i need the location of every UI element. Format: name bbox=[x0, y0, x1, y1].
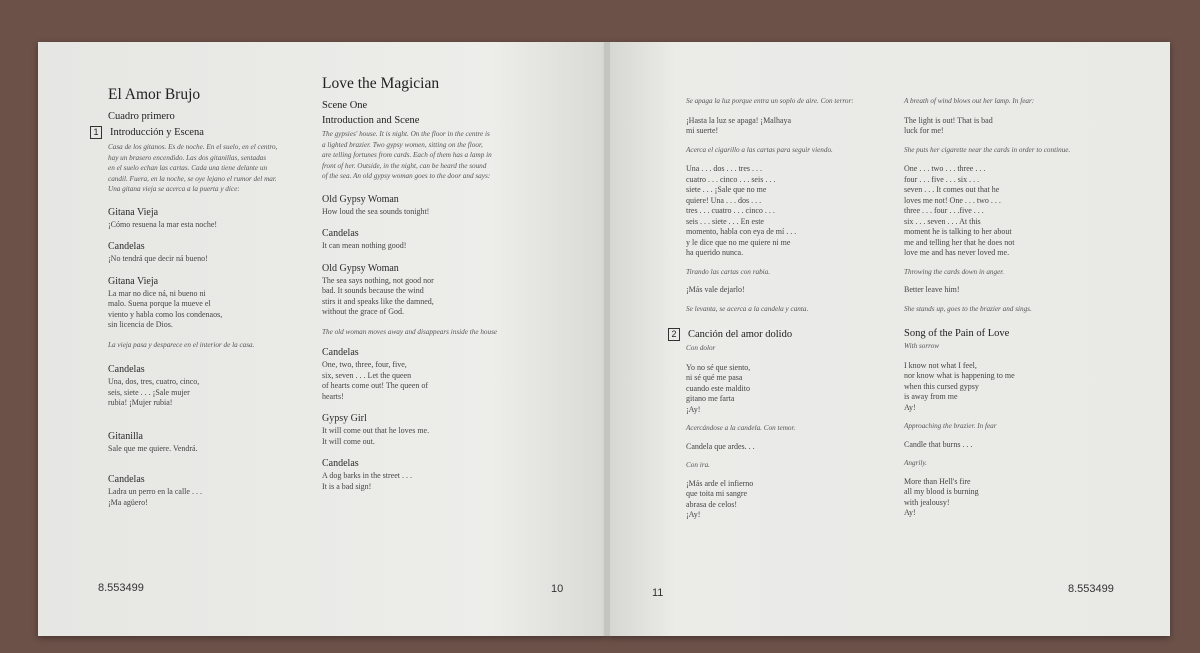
speaker-name: Gypsy Girl bbox=[322, 413, 367, 424]
lyric-text: One, two, three, four, five, six, seven . . . Let the queen of hearts come out! The queen of hearts! bbox=[322, 360, 429, 401]
speaker-name: Candelas bbox=[108, 364, 145, 375]
english-block-6 bbox=[322, 458, 542, 492]
speaker-name: Gitana Vieja bbox=[108, 275, 159, 287]
lyric-text: A dog barks in the street . . . It is a bad sign! bbox=[322, 471, 412, 491]
speaker-name: Gitana Vieja bbox=[108, 206, 159, 218]
booklet-spine bbox=[604, 42, 610, 636]
stage-direction: Se levanta, se acerca a la candela y canta. bbox=[686, 304, 809, 313]
spanish-title: El Amor Brujo bbox=[108, 86, 201, 103]
lyric-text: ¡Más arde el infierno que toita mi sangre abrasa de celos! ¡Ay! bbox=[686, 478, 754, 519]
lyric-text: I know not what I feel, nor know what is happening to me when this cursed gypsy is away from me Ay! bbox=[904, 360, 1015, 412]
english-stage-direction-2: The old woman moves away and disappears inside the house bbox=[322, 327, 498, 336]
stage-direction: She stands up, goes to the brazier and sings. bbox=[904, 304, 1032, 313]
stage-direction: Con dolor bbox=[686, 344, 716, 352]
speaker-name: Candelas bbox=[108, 474, 145, 485]
lyric-text: The light is out! That is bad luck for me! bbox=[904, 115, 993, 135]
spanish-section-title: Introducción y Escena bbox=[110, 127, 204, 138]
english-block-5 bbox=[322, 413, 542, 447]
lyric-text: Better leave him! bbox=[904, 285, 960, 294]
lyric-text: More than Hell's fire all my blood is burning with jealousy! Ay! bbox=[904, 476, 979, 517]
left-english-column bbox=[322, 75, 542, 492]
right-english-column bbox=[904, 96, 1114, 519]
lyric-text: La mar no dice ná, ni bueno ni malo. Suena porque la mueve el viento y habla como los condenaos, sin licencia de Dios. bbox=[108, 288, 223, 329]
stage-direction: Se apaga la luz porque entra un soplo de aire. Con terror: bbox=[686, 97, 854, 105]
lyric-text: Candle that burns . . . bbox=[904, 439, 973, 449]
english-section-title: Introduction and Scene bbox=[322, 115, 420, 126]
stage-direction: Angrily. bbox=[904, 459, 927, 467]
spanish-section-heading bbox=[90, 126, 308, 139]
speaker-name: Gitanilla bbox=[108, 430, 143, 442]
speaker-name: Candelas bbox=[108, 241, 145, 252]
spanish-block-1 bbox=[108, 207, 308, 231]
lyric-text: Sale que me quiere. Vendrá. bbox=[108, 443, 198, 453]
catalog-number-left: 8.553499 bbox=[98, 582, 144, 594]
spanish-song-title: Canción del amor dolido bbox=[688, 329, 793, 340]
spanish-song-heading bbox=[668, 328, 886, 341]
english-song-title: Song of the Pain of Love bbox=[904, 328, 1010, 339]
track-number-box: 1 bbox=[90, 126, 102, 139]
speaker-name: Old Gypsy Woman bbox=[322, 193, 399, 205]
spanish-block-3 bbox=[108, 276, 308, 331]
stage-direction: With sorrow bbox=[904, 342, 940, 350]
speaker-name: Candelas bbox=[322, 347, 359, 358]
lyric-text: Ladra un perro en la calle . . . ¡Ma agüero! bbox=[108, 487, 202, 507]
stage-direction: Acercándose a la candela. Con temor. bbox=[686, 424, 796, 432]
speaker-name: Candelas bbox=[322, 458, 359, 469]
lyric-text: It can mean nothing good! bbox=[322, 241, 407, 250]
lyric-text: ¡Más vale dejarlo! bbox=[686, 285, 745, 294]
spanish-stage-direction: Casa de los gitanos. Es de noche. En el suelo, en el centro, hay un brasero encendido. Las dos gitanillas, sentadas en el suelo echan las cartas. Cada una tiene delante un candil. Fuera, en la noche, se oye lejano el rumor del mar. Una gitana vieja se acerca a la puerta y dice: bbox=[108, 143, 278, 193]
lyric-text: ¡No tendrá que decir ná bueno! bbox=[108, 254, 208, 263]
stage-direction: Throwing the cards down in anger. bbox=[904, 267, 1005, 276]
stage-direction: Con ira. bbox=[686, 461, 710, 469]
lyric-text: It will come out that he loves me. It will come out. bbox=[322, 426, 430, 446]
stage-direction: She puts her cigarette near the cards in order to continue. bbox=[904, 145, 1071, 154]
stage-direction: Tirando las cartas con rabia. bbox=[686, 267, 771, 276]
catalog-number-right: 8.553499 bbox=[1068, 583, 1114, 595]
lyric-text: How loud the sea sounds tonight! bbox=[322, 206, 430, 216]
lyric-text: ¡Cómo resuena la mar esta noche! bbox=[108, 219, 218, 229]
lyric-text: One . . . two . . . three . . . four . . . five . . . six . . . seven . . . It comes out that he loves me not! One . . . two . . . three . . . four . . .five . . . six . . . seven . . . At this moment he is talking to her about me and telling her that he does not love me and has never loved me. bbox=[904, 164, 1015, 257]
lyric-text: Una, dos, tres, cuatro, cinco, seis, siete . . . ¡Sale mujer rubia! ¡Mujer rubia! bbox=[108, 377, 200, 407]
spanish-block-5 bbox=[108, 431, 308, 455]
english-block-1 bbox=[322, 194, 542, 218]
spanish-stage-direction-2: La vieja pasa y desparece en el interior de la casa. bbox=[108, 340, 255, 349]
english-title: Love the Magician bbox=[322, 75, 440, 92]
spanish-block-6 bbox=[108, 474, 308, 508]
right-spanish-column bbox=[671, 96, 886, 521]
spanish-scene: Cuadro primero bbox=[108, 111, 175, 122]
left-spanish-column bbox=[93, 86, 308, 508]
lyric-text: Una . . . dos . . . tres . . . cuatro . . . cinco . . . seis . . . siete . . . ¡Sale que no me quiere! Una . . . dos . . . tres . . . cuatro . . . cinco . . . seis . . . siete . . . En este momento, habla con eya de mí . . . y le dice que no me quiere ni me ha querido nunca. bbox=[686, 164, 797, 257]
spanish-block-4 bbox=[108, 364, 308, 409]
english-block-3 bbox=[322, 263, 542, 318]
stage-direction: A breath of wind blows out her lamp. In fear: bbox=[904, 97, 1035, 105]
lyric-text: Candela que ardes. . . bbox=[686, 441, 755, 451]
speaker-name: Old Gypsy Woman bbox=[322, 262, 399, 274]
page-number-left: 10 bbox=[551, 583, 564, 595]
lyric-text: Yo no sé que siento, ni sé qué me pasa cuando este maldito gitano me farta ¡Ay! bbox=[686, 362, 751, 414]
speaker-name: Candelas bbox=[322, 228, 359, 239]
english-stage-direction: The gypsies' house. It is night. On the floor in the centre is a lighted brazier. Two gypsy women, sitting on the floor, are telling fortunes from cards. Each of them has a lamp in front of her. Outside, in the night, can be heard the sound of the sea. An old gypsy woman goes to the door and says: bbox=[322, 130, 492, 180]
english-block-4 bbox=[322, 347, 542, 402]
spanish-block-2 bbox=[108, 241, 308, 265]
track-number-box: 2 bbox=[668, 328, 680, 341]
lyric-text: ¡Hasta la luz se apaga! ¡Malhaya mi suerte! bbox=[686, 115, 792, 135]
stage-direction: Acerca el cigarillo a las cartas para seguir viendo. bbox=[686, 145, 833, 154]
stage-direction: Approaching the brazier. In fear bbox=[904, 422, 997, 430]
lyric-text: The sea says nothing, not good nor bad. It sounds because the wind stirs it and speaks like the damned, without the grace of God. bbox=[322, 275, 434, 316]
english-scene: Scene One bbox=[322, 100, 368, 111]
page-number-right: 11 bbox=[652, 587, 664, 599]
english-block-2 bbox=[322, 228, 542, 252]
